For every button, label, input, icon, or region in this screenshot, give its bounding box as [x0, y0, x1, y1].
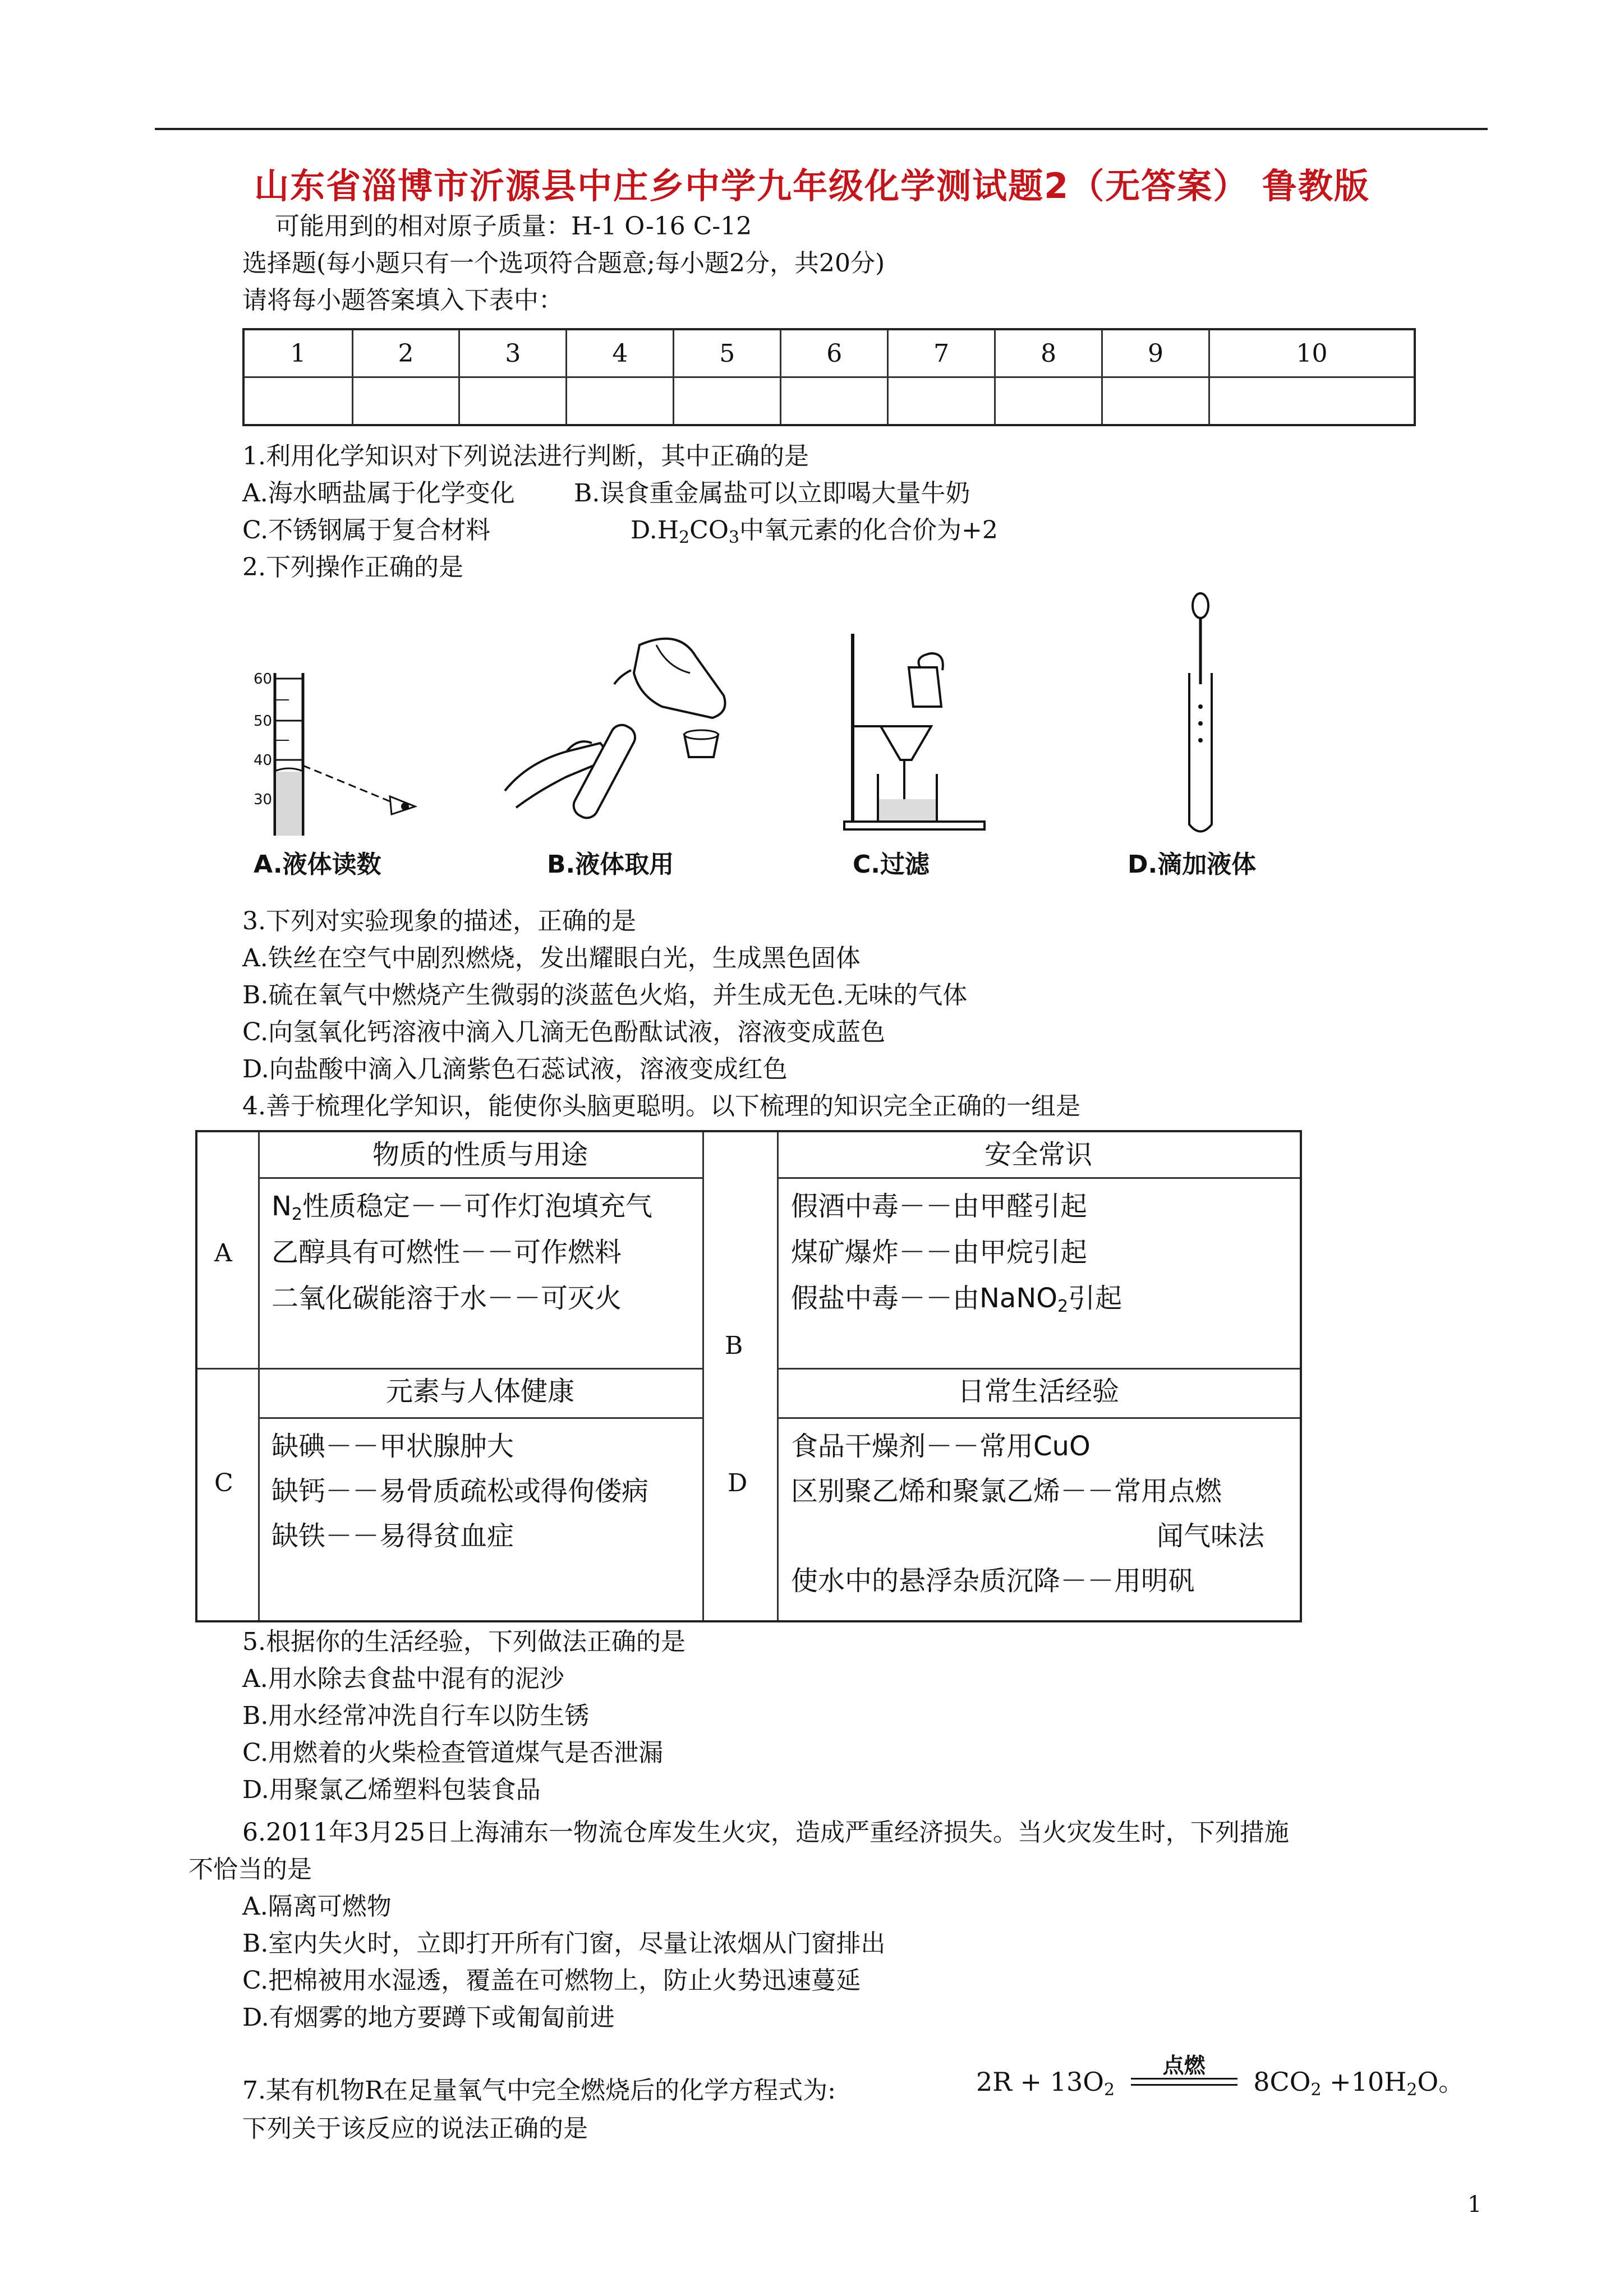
- q4-a-line1: [272, 1190, 652, 1232]
- filtration-figure: [841, 623, 999, 841]
- fig-label-d: D.滴加液体: [1128, 850, 1257, 879]
- q4-c-heading: 元素与人体健康: [385, 1376, 574, 1407]
- q4-letter-d: D: [728, 1469, 748, 1497]
- answer-header-cell: 7: [888, 329, 995, 377]
- q4-a-heading: 物质的性质与用途: [372, 1139, 588, 1170]
- q5-option-b: B.用水经常冲洗自行车以防生锈: [242, 1702, 590, 1730]
- answer-cell[interactable]: [243, 377, 352, 426]
- q4-a-l1-sub: 2: [291, 1205, 302, 1224]
- tick-30: 30: [254, 791, 273, 808]
- liquid-pouring-figure: [494, 623, 752, 841]
- answer-cell[interactable]: [1102, 377, 1209, 426]
- answer-table: [242, 328, 1416, 426]
- q4-divider: [702, 1132, 704, 1620]
- q6-option-c: C.把棉被用水湿透，覆盖在可燃物上，防止火势迅速蔓延: [242, 1966, 861, 1995]
- q6-option-a: A.隔离可燃物: [242, 1892, 392, 1921]
- q4-a-l1-post: 性质稳定－－可作灯泡填充气: [302, 1191, 653, 1222]
- q3-option-d: D.向盐酸中滴入几滴紫色石蕊试液，溶液变成红色: [242, 1055, 788, 1084]
- q4-d-heading: 日常生活经验: [957, 1376, 1119, 1407]
- q5-option-d: D.用聚氯乙烯塑料包装食品: [242, 1776, 541, 1804]
- q4-divider: [777, 1368, 1300, 1370]
- dropper-figure: [1167, 589, 1234, 841]
- q7-stem-cont: 下列关于该反应的说法正确的是: [242, 2114, 588, 2143]
- q5-stem: 5.根据你的生活经验，下列做法正确的是: [242, 1628, 686, 1656]
- answer-cell[interactable]: [1209, 377, 1415, 426]
- q3-stem: 3.下列对实验现象的描述，正确的是: [242, 907, 636, 935]
- q4-b-line1: 假酒中毒－－由甲醛引起: [791, 1191, 1088, 1222]
- q4-divider: [258, 1417, 702, 1419]
- q1-stem: 1.利用化学知识对下列说法进行判断，其中正确的是: [242, 442, 809, 471]
- page-number: 1: [1467, 2192, 1482, 2217]
- answer-header-cell: 1: [243, 329, 352, 377]
- answer-header-cell: 6: [781, 329, 888, 377]
- answer-table-blank-row: [243, 377, 1415, 426]
- q4-c-line1: 缺碘－－甲状腺肿大: [272, 1431, 514, 1462]
- q1-d-mid: CO: [689, 516, 729, 545]
- q6-stem-cont: 不恰当的是: [188, 1855, 312, 1884]
- q4-a-line3: 二氧化碳能溶于水－－可灭火: [272, 1283, 622, 1314]
- q5-option-c: C.用燃着的火柴检查管道煤气是否泄漏: [242, 1739, 664, 1767]
- tick-50: 50: [254, 713, 273, 730]
- q4-letter-b: B: [725, 1331, 743, 1360]
- q7-eq-product2: +10H: [1321, 2067, 1407, 2097]
- answer-header-cell: 8: [995, 329, 1102, 377]
- fig-label-b: B.液体取用: [547, 850, 674, 879]
- q4-d-line2-cont: 闻气味法: [1157, 1520, 1265, 1552]
- q7-eq-left: 2R + 13O: [976, 2067, 1104, 2097]
- fig-label-a: A.液体读数: [254, 850, 381, 879]
- answer-cell[interactable]: [674, 377, 781, 426]
- q7-stem: 7.某有机物R在足量氧气中完全燃烧后的化学方程式为:: [242, 2076, 836, 2105]
- q4-knowledge-table: [195, 1130, 1302, 1622]
- q4-b-l3-post: 引起: [1068, 1283, 1122, 1314]
- tick-40: 40: [254, 752, 273, 769]
- q6-option-b: B.室内失火时，立即打开所有门窗，尽量让浓烟从门窗排出: [242, 1929, 886, 1958]
- q4-divider: [777, 1177, 1300, 1179]
- q7-eq-product2-post: O。: [1417, 2067, 1465, 2097]
- q7-eq-product1: 8CO: [1253, 2067, 1311, 2097]
- header-rule: [155, 128, 1488, 130]
- q1-option-d: [631, 515, 998, 554]
- answer-cell[interactable]: [781, 377, 888, 426]
- q6-option-d: D.有烟雾的地方要蹲下或匍匐前进: [242, 2003, 615, 2032]
- q4-a-line2: 乙醇具有可燃性－－可作燃料: [272, 1237, 622, 1268]
- q4-b-heading: 安全常识: [984, 1139, 1092, 1170]
- answer-header-cell: 5: [674, 329, 781, 377]
- q5-option-a: A.用水除去食盐中混有的泥沙: [242, 1665, 564, 1693]
- q4-d-line1: 食品干燥剂－－常用CuO: [791, 1431, 1091, 1462]
- q1-d-sub1: 2: [679, 528, 690, 547]
- answer-cell[interactable]: [459, 377, 567, 426]
- q7-eq-product1-sub: 2: [1310, 2080, 1322, 2100]
- answer-header-cell: 2: [352, 329, 459, 377]
- cylinder-reading-figure: [247, 667, 438, 836]
- q7-eq-product2-sub: 2: [1406, 2080, 1418, 2100]
- answer-table-header-row: [243, 329, 1415, 377]
- q1-d-sub2: 3: [728, 528, 740, 547]
- q7-eq-arrow: [1131, 2053, 1237, 2086]
- q1-option-a: A.海水晒盐属于化学变化: [242, 479, 515, 508]
- q7-equation: [976, 2053, 1465, 2106]
- q7-eq-condition: 点燃: [1162, 2053, 1206, 2078]
- q4-stem: 4.善于梳理化学知识，能使你头脑更聪明。以下梳理的知识完全正确的一组是: [242, 1092, 1080, 1121]
- q4-d-line2: 区别聚乙烯和聚氯乙烯－－常用点燃: [791, 1476, 1222, 1507]
- q4-c-line2: 缺钙－－易骨质疏松或得佝偻病: [272, 1476, 649, 1507]
- q4-d-line3: 使水中的悬浮杂质沉降－－用明矾: [791, 1565, 1195, 1597]
- q7-eq-bar-bottom: [1131, 2084, 1237, 2086]
- q4-a-l1-pre: N: [272, 1191, 292, 1222]
- q4-divider: [258, 1177, 702, 1179]
- page-title: 山东省淄博市沂源县中庄乡中学九年级化学测试题2（无答案） 鲁教版: [254, 165, 1370, 206]
- q1-option-c: C.不锈钢属于复合材料: [242, 516, 491, 545]
- q1-d-post: 中氧元素的化合价为+2: [739, 516, 998, 545]
- q4-letter-c: C: [214, 1469, 233, 1497]
- q4-letter-a: A: [214, 1239, 232, 1267]
- q6-stem: 6.2011年3月25日上海浦东一物流仓库发生火灾，造成严重经济损失。当火灾发生时，下列措施: [242, 1818, 1289, 1847]
- q2-stem: 2.下列操作正确的是: [242, 553, 463, 582]
- answer-header-cell: 9: [1102, 329, 1209, 377]
- q3-option-b: B.硫在氧气中燃烧产生微弱的淡蓝色火焰，并生成无色.无味的气体: [242, 981, 968, 1009]
- atomic-mass-note: 可能用到的相对原子质量：H-1 O-16 C-12: [275, 212, 752, 241]
- answer-cell[interactable]: [352, 377, 459, 426]
- q4-b-l3-pre: 假盐中毒－－由NaNO: [791, 1283, 1058, 1314]
- q4-c-line3: 缺铁－－易得贫血症: [272, 1520, 514, 1552]
- answer-cell[interactable]: [995, 377, 1102, 426]
- answer-header-cell: 4: [567, 329, 674, 377]
- section-heading: 选择题(每小题只有一个选项符合题意;每小题2分，共20分): [242, 249, 885, 278]
- answer-header-cell: 3: [459, 329, 567, 377]
- tick-60: 60: [254, 671, 273, 688]
- q4-b-l3-sub: 2: [1057, 1297, 1069, 1316]
- answer-header-cell: 10: [1209, 329, 1415, 377]
- q1-d-pre: D.H: [631, 516, 679, 545]
- answer-cell[interactable]: [888, 377, 995, 426]
- q4-b-line2: 煤矿爆炸－－由甲烷引起: [791, 1237, 1088, 1268]
- q3-option-a: A.铁丝在空气中剧烈燃烧，发出耀眼白光，生成黑色固体: [242, 944, 861, 972]
- q7-eq-left-sub: 2: [1103, 2080, 1115, 2100]
- q3-option-c: C.向氢氧化钙溶液中滴入几滴无色酚酞试液，溶液变成蓝色: [242, 1018, 886, 1046]
- fill-hint: 请将每小题答案填入下表中：: [242, 286, 563, 315]
- q4-divider: [777, 1417, 1300, 1419]
- q4-b-line3: [791, 1281, 1122, 1324]
- fig-label-c: C.过滤: [853, 850, 930, 879]
- q1-option-b: B.误食重金属盐可以立即喝大量牛奶: [574, 479, 970, 508]
- answer-cell[interactable]: [567, 377, 674, 426]
- q4-divider: [258, 1368, 702, 1370]
- q4-divider: [197, 1368, 258, 1370]
